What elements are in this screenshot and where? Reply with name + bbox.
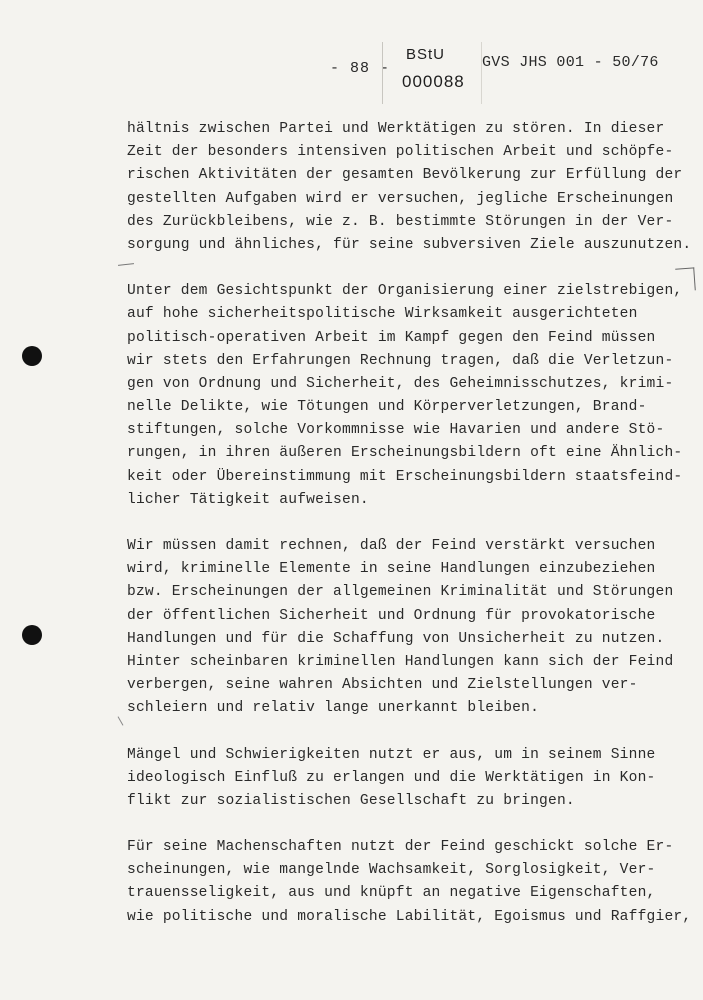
punch-hole — [22, 346, 42, 366]
text-line: Mängel und Schwierigkeiten nutzt er aus, um in seinem Sinne — [127, 746, 656, 763]
paragraph — [127, 744, 699, 814]
text-line: auf hohe sicherheitspolitische Wirksamkeit ausgerichteten — [127, 306, 638, 323]
archive-stamp-number: 000088 — [402, 72, 465, 91]
document-reference: GVS JHS 001 - 50/76 — [482, 54, 659, 71]
text-line: nelle Delikte, wie Tötungen und Körperverletzungen, Brand- — [127, 399, 647, 416]
text-line: Unter dem Gesichtspunkt der Organisierung einer zielstrebigen, — [127, 283, 683, 300]
page-number: - 88 - — [330, 60, 391, 77]
text-line: wir stets den Erfahrungen Rechnung tragen, daß die Verletzun- — [127, 352, 674, 369]
text-line: stiftungen, solche Vorkommnisse wie Havarien und andere Stö- — [127, 422, 665, 439]
text-line: rischen Aktivitäten der gesamten Bevölkerung zur Erfüllung der — [127, 167, 683, 184]
text-line: bzw. Erscheinungen der allgemeinen Kriminalität und Störungen — [127, 584, 674, 601]
punch-hole — [22, 625, 42, 645]
text-line: schleiern und relativ lange unerkannt bleiben. — [127, 700, 540, 717]
text-line: der öffentlichen Sicherheit und Ordnung für provokatorische — [127, 607, 656, 624]
text-line: gestellten Aufgaben wird er versuchen, jegliche Erscheinungen — [127, 190, 674, 207]
text-line: politisch-operativen Arbeit im Kampf gegen den Feind müssen — [127, 329, 656, 346]
margin-mark — [118, 716, 124, 725]
text-line: Wir müssen damit rechnen, daß der Feind verstärkt versuchen — [127, 538, 656, 554]
text-line: verbergen, seine wahren Absichten und Zielstellungen ver- — [127, 677, 638, 694]
text-line: wird, kriminelle Elemente in seine Handlungen einzubeziehen — [127, 561, 656, 578]
paragraph — [127, 280, 699, 512]
text-line: licher Tätigkeit aufweisen. — [127, 491, 369, 508]
text-line: sorgung und ähnliches, für seine subversiven Ziele auszunutzen. — [127, 236, 692, 253]
archive-stamp-label: BStU — [406, 46, 446, 63]
text-line: Zeit der besonders intensiven politischen Arbeit und schöpfe- — [127, 144, 674, 161]
text-line: scheinungen, wie mangelnde Wachsamkeit, Sorglosigkeit, Ver- — [127, 862, 656, 879]
text-line: wie politische und moralische Labilität, Egoismus und Raffgier, — [127, 908, 692, 925]
text-line: des Zurückbleibens, wie z. B. bestimmte Störungen in der Ver- — [127, 213, 674, 230]
paragraph — [127, 118, 699, 257]
text-line: Hinter scheinbaren kriminellen Handlungen kann sich der Feind — [127, 653, 674, 670]
text-line: flikt zur sozialistischen Gesellschaft zu bringen. — [127, 792, 575, 809]
text-line: hältnis zwischen Partei und Werktätigen zu stören. In dieser — [127, 121, 665, 137]
text-line: Handlungen und für die Schaffung von Unsicherheit zu nutzen. — [127, 630, 665, 647]
text-line: keit oder Übereinstimmung mit Erscheinungsbildern staatsfeind- — [127, 468, 683, 485]
paragraph — [127, 836, 699, 929]
text-line: Für seine Machenschaften nutzt der Feind geschickt solche Er- — [127, 839, 674, 856]
text-line: rungen, in ihren äußeren Erscheinungsbildern oft eine Ähnlich- — [127, 445, 683, 462]
text-line: gen von Ordnung und Sicherheit, des Geheimnisschutzes, krimi- — [127, 375, 674, 392]
paragraph — [127, 535, 699, 721]
text-line: ideologisch Einfluß zu erlangen und die Werktätigen in Kon- — [127, 769, 656, 786]
text-line: trauensseligkeit, aus und knüpft an negative Eigenschaften, — [127, 885, 656, 902]
body-text — [127, 118, 699, 929]
